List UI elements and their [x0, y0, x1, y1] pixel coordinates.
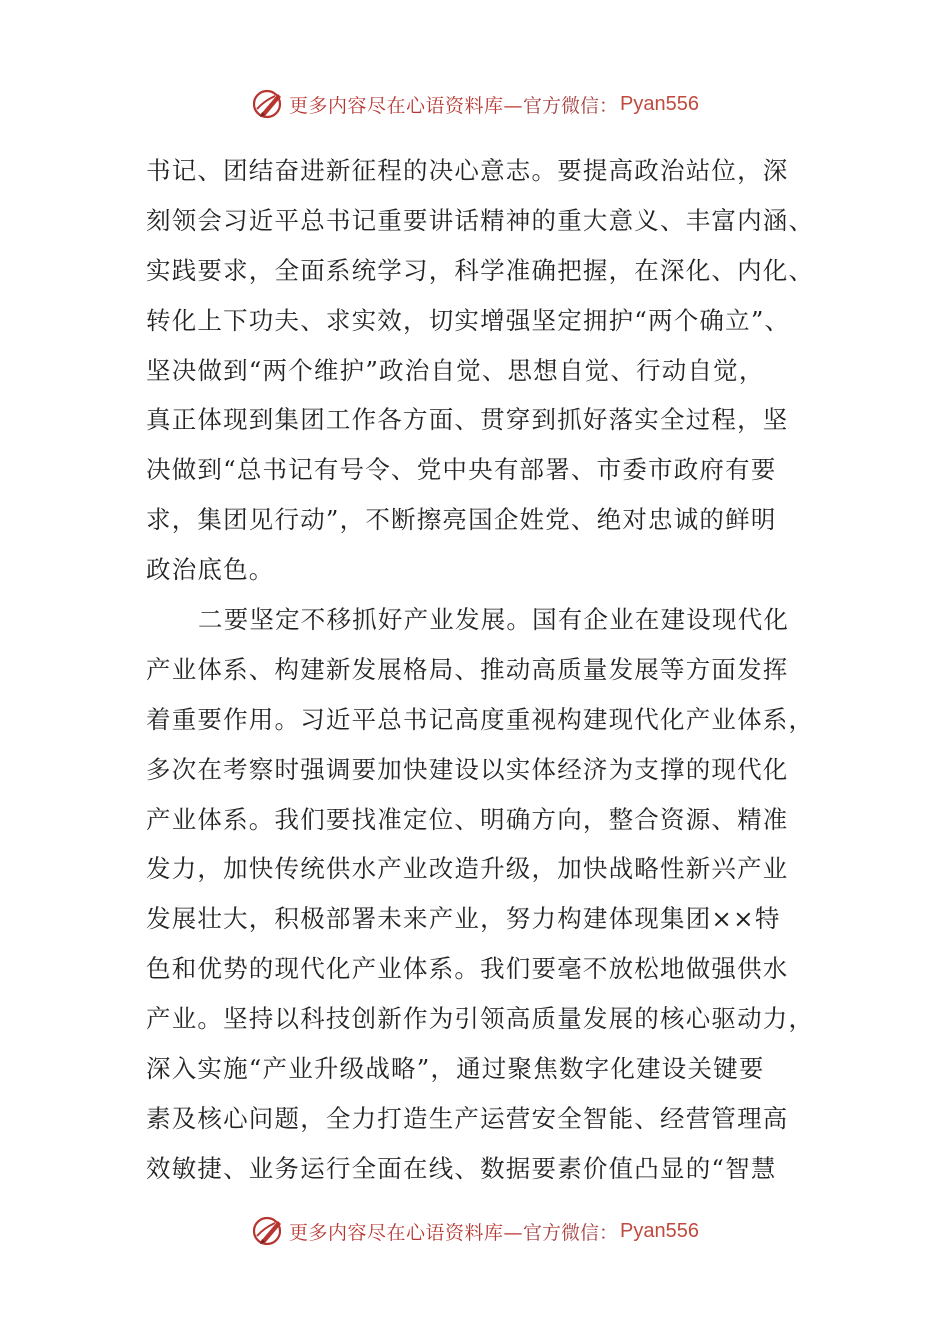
text-line: 发展壮大，积极部署未来产业，努力构建体现集团××特 [146, 904, 781, 934]
text-line: 求，集团见行动”，不断擦亮国企姓党、绝对忠诚的鲜明 [146, 505, 777, 535]
text-line: 刻领会习近平总书记重要讲话精神的重大意义、丰富内涵、 [146, 205, 815, 235]
wechat-id: Pyan556 [620, 1219, 699, 1242]
text-line: 效敏捷、业务运行全面在线、数据要素价值凸显的“智慧 [146, 1153, 777, 1183]
text-line: 真正体现到集团工作各方面、贯穿到抓好落实全过程，坚 [146, 405, 789, 435]
text-line: 转化上下功夫、求实效，切实增强坚定拥护“两个确立”、 [146, 305, 791, 335]
document-body [146, 146, 826, 1194]
paragraph-start-line: 二要坚定不移抓好产业发展。国有企业在建设现代化 [198, 605, 790, 635]
text-line: 产业体系、构建新发展格局、推动高质量发展等方面发挥 [146, 654, 789, 684]
site-name-text: 更多内容尽在心语资料库— [289, 94, 524, 117]
site-name-text: 更多内容尽在心语资料库— [289, 1221, 524, 1244]
text-line: 决做到“总书记有号令、党中央有部署、市委市政府有要 [146, 455, 777, 485]
header-banner [0, 84, 950, 124]
text-line: 多次在考察时强调要加快建设以实体经济为支撑的现代化 [146, 754, 789, 784]
text-line: 坚决做到“两个维护”政治自觉、思想自觉、行动自觉， [146, 355, 765, 385]
wechat-label: 官方微信： [523, 94, 619, 117]
text-line: 着重要作用。习近平总书记高度重视构建现代化产业体系， [146, 704, 815, 734]
text-line: 书记、团结奋进新征程的决心意志。要提高政治站位，深 [146, 156, 789, 185]
text-line: 政治底色。 [146, 555, 275, 585]
text-line: 实践要求，全面系统学习，科学准确把握，在深化、内化、 [146, 255, 815, 285]
text-line: 发力，加快传统供水产业改造升级，加快战略性新兴产业 [146, 854, 789, 884]
text-line: 素及核心问题，全力打造生产运营安全智能、经营管理高 [146, 1103, 789, 1133]
text-line: 产业。坚持以科技创新作为引领高质量发展的核心驱动力， [146, 1004, 815, 1034]
footer-banner [0, 1211, 950, 1251]
text-line: 色和优势的现代化产业体系。我们要毫不放松地做强供水 [146, 954, 789, 984]
text-line: 深入实施“产业升级战略”，通过聚焦数字化建设关键要 [146, 1054, 765, 1084]
pen-logo-icon [251, 1214, 285, 1248]
text-line: 产业体系。我们要找准定位、明确方向，整合资源、精准 [146, 804, 789, 834]
wechat-label: 官方微信： [523, 1221, 619, 1244]
wechat-id: Pyan556 [620, 92, 699, 115]
pen-logo-icon [251, 87, 285, 121]
